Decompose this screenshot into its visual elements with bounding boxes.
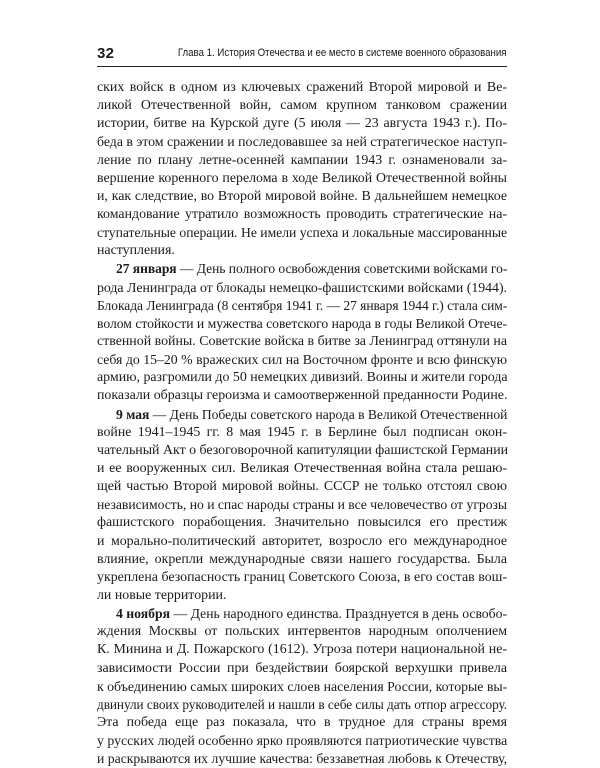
text-line: чательный Акт о безоговорочной капитуляции фашистской Германии xyxy=(97,442,509,458)
text-line: ли новые территории. xyxy=(97,587,227,603)
text-line: армию, разгромили до 50 немецких дивизий. Воины и жители города xyxy=(97,370,508,386)
text-line: у русских людей особенно ярко проявляются патриотические чувства xyxy=(97,733,508,749)
text-line: Эта победа еще раз показала, что в трудное для страны время xyxy=(97,714,507,730)
text-line: и ее вооруженных сил. Великая Отечественная война стала решаю- xyxy=(97,460,507,476)
text-line: волом стойкости и мужества советского народа в годы Великой Отече- xyxy=(97,315,507,331)
running-head xyxy=(97,44,507,67)
text-line: войне 1941–1945 гг. 8 мая 1945 г. в Берлине был подписан окон- xyxy=(97,424,507,440)
paragraph-kursk-continuation xyxy=(97,79,507,260)
text-line: зависимости России при бездействии боярской верхушки привела xyxy=(97,660,507,676)
text-line: 27 января — День полного освобождения советскими войсками го- xyxy=(116,261,508,277)
text-line: укреплена безопасность границ Советского Союза, в его состав вош- xyxy=(97,569,507,585)
chapter-title: Глава 1. История Отечества и ее место в системе военного образования xyxy=(178,47,507,59)
text-line: беда в этом сражении и последовавшее за ней стратегическое наступ- xyxy=(97,134,508,150)
text-line: 4 ноября — День народного единства. Празднуется в день освобо- xyxy=(116,606,507,622)
date-heading: 4 ноября xyxy=(116,606,171,622)
text-line: ждения Москвы от польских интервентов народным ополчением xyxy=(97,624,507,640)
text-line: К. Минина и Д. Пожарского (1612). Угроза потери национальной не- xyxy=(97,642,507,658)
paragraph-9-may xyxy=(97,406,507,606)
text-line: ственной войны. Советские войска в битве за Ленинград оттянули на xyxy=(97,333,507,349)
text-line: и морально-политический авторитет, возросло его международное xyxy=(97,533,507,549)
text-line: истории, битве на Курской дуге (5 июля — 23 августа 1943 г.). По- xyxy=(97,116,507,132)
paragraph-27-january xyxy=(97,260,507,405)
text-line: себя до 15–20 % вражеских сил на Восточном фронте и всю финскую xyxy=(97,352,507,368)
text-line: рода Ленинграда от блокады немецко-фашистскими войсками (1944). xyxy=(97,279,507,295)
text-line: фашистского порабощения. Значительно повысился его престиж xyxy=(97,515,507,531)
text-line: 9 мая — День Победы советского народа в Великой Отечественной xyxy=(116,406,508,422)
text-line: независимость, но и спас народы страны и все человечество от угрозы xyxy=(97,497,508,513)
text-line: к объединению самых широких слоев населения России, которые вы- xyxy=(97,678,508,694)
text-line: щей частью Второй мировой войны. СССР не только отстоял свою xyxy=(97,479,507,495)
text-line: двинули своих руководителей и нашли в себе силы дать отпор агрессору. xyxy=(97,696,507,712)
date-heading: 9 мая xyxy=(116,406,150,422)
text-line: ление по плану летне-осенней кампании 1943 г. ознаменовали за- xyxy=(97,152,507,168)
text-line: командование утратило возможность проводить стратегические на- xyxy=(97,206,507,222)
page-number: 32 xyxy=(97,45,115,62)
body-text xyxy=(97,79,507,768)
paragraph-4-november xyxy=(97,605,507,768)
text-line: вершение коренного перелома в ходе Великой Отечественной войны xyxy=(97,170,507,186)
text-line: и раскрываются их лучшие качества: беззаветная любовь к Отечеству, xyxy=(97,751,507,767)
text-line: ступательные операции. Не имели успеха и локальные массированные xyxy=(97,225,507,241)
text-line: Блокада Ленинграда (8 сентября 1941 г. — 27 января 1944 г.) стала сим- xyxy=(97,297,508,313)
text-line: и, как следствие, во Второй мировой войне. В дальнейшем немецкое xyxy=(97,188,507,204)
text-line: показали образцы героизма и самоотверженной преданности Родине. xyxy=(97,388,508,404)
text-line: ских войск в одном из ключевых сражений Второй мировой и Ве- xyxy=(97,80,507,95)
text-line: наступления. xyxy=(97,243,175,259)
text-line: ликой Отечественной войн, самом крупном танковом сражении xyxy=(97,98,507,114)
date-heading: 27 января xyxy=(116,261,177,277)
text-line: влияние, окрепли международные связи нашего государства. Была xyxy=(97,551,507,567)
